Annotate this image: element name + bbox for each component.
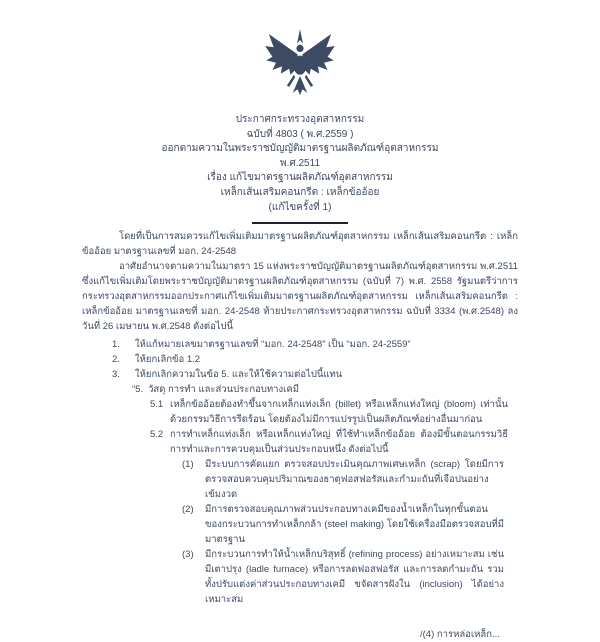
- doc-number: ฉบับที่ 4803 ( พ.ศ.2559 ): [246, 128, 354, 140]
- subclause-text: การทำเหล็กแท่งเล็ก หรือเหล็กแท่งใหญ่ ที่ใช้ทำเหล็กข้ออ้อย ต้องมีขั้นตอนกรรมวิธีการทำและการควบคุมเป็นส่วนประกอบหนึ่ง ดังต่อไปนี้: [170, 429, 508, 456]
- subclause-number: 5.1: [150, 399, 164, 411]
- subitem-number: (3): [182, 549, 194, 561]
- subclause-number: 5.2: [150, 429, 164, 441]
- subitem-text: มีระบบการคัดแยก ตรวจสอบประเมินคุณภาพเศษเหล็ก (scrap) โดยมีการตรวจสอบควบคุมปริมาณของธาตุฟอสฟอรัสและกำมะถันที่เจือปนอย่างเข้มงวด: [205, 459, 504, 501]
- clause-5-subitem: [82, 457, 518, 502]
- list-item-number: 2.: [112, 354, 120, 366]
- subitem-text: มีการตรวจสอบคุณภาพส่วนประกอบทางเคมีของน้ำเหล็กในทุกขั้นตอนของกระบวนการทำเหล็กกล้า (steel making) โดยใช้เครื่องมือตรวจสอบที่มีมาตรฐาน: [205, 504, 504, 546]
- amendment-list-item: [82, 337, 518, 352]
- act-reference: ออกตามความในพระราชบัญญัติมาตรฐานผลิตภัณฑ์อุตสาหกรรม: [161, 143, 439, 155]
- amendment-list: [82, 337, 518, 382]
- document-header: [82, 113, 518, 215]
- clause-5-item: [82, 427, 518, 457]
- clause-5-heading: [82, 382, 518, 397]
- preamble-paragraph: โดยที่เป็นการสมควรแก้ไขเพิ่มเติมมาตรฐานผลิตภัณฑ์อุตสาหกรรม เหล็กเส้นเสริมคอนกรีต : เหล็กข้ออ้อย มาตรฐานเลขที่ มอก. 24-2548: [82, 231, 518, 258]
- list-item-text: ให้ยกเลิกความในข้อ 5. และให้ใช้ความต่อไปนี้แทน: [135, 369, 343, 381]
- list-item-text: ให้ยกเลิกข้อ 1.2: [135, 354, 201, 366]
- doc-title: ประกาศกระทรวงอุตสาหกรรม: [235, 114, 365, 125]
- authority-paragraph: อาศัยอำนาจตามความในมาตรา 15 แห่งพระราชบัญญัติมาตรฐานผลิตภัณฑ์อุตสาหกรรม พ.ศ.2511 ซึ่งแก้ไขเพิ่มเติมโดยพระราชบัญญัติมาตรฐานผลิตภัณฑ์อุตสาหกรรม (ฉบับที่ 7) พ.ศ. 2558 รัฐมนตรีว่าการกระทรวงอุตสาหกรรมออกประกาศแก้ไขเพิ่มเติมมาตรฐานผลิตภัณฑ์อุตสาหกรรม เหล็กเส้นเสริมคอนกรีต : เหล็กข้ออ้อย มาตรฐานเลขที่ มอก. 24-2548 ท้ายประกาศกระทรวงอุตสาหกรรม ฉบับที่ 3334 (พ.ศ.2548) ลงวันที่ 26 เมษายน พ.ศ.2548 ดังต่อไปนี้: [82, 261, 518, 333]
- standard-name: เหล็กเส้นเสริมคอนกรีต : เหล็กข้ออ้อย: [220, 186, 380, 198]
- clause-heading-text: วัสดุ การทำ และส่วนประกอบทางเคมี: [148, 384, 299, 396]
- list-item-number: 1.: [112, 339, 120, 351]
- subclause-text: เหล็กข้ออ้อยต้องทำขึ้นจากเหล็กแท่งเล็ก (billet) หรือเหล็กแท่งใหญ่ (bloom) เท่านั้น ด้วยกรรมวิธีการรีดร้อน โดยต้องไม่มีการแปรรูปเป็นผลิตภัณฑ์อย่างอื่นมาก่อน: [170, 399, 508, 426]
- subject-line: เรื่อง แก้ไขมาตรฐานผลิตภัณฑ์อุตสาหกรรม: [207, 172, 393, 184]
- act-year: พ.ศ.2511: [280, 157, 320, 169]
- amendment-note: (แก้ไขครั้งที่ 1): [268, 201, 332, 213]
- subitem-text: มีกระบวนการทำให้น้ำเหล็กบริสุทธิ์ (refining process) อย่างเหมาะสม เช่น มีเตาปรุง (ladle furnace) หรือการลดฟอสฟอรัส และการลดกำมะถัน รวมทั้งปรับแต่งค่าส่วนประกอบทางเคมี ขจัดสารฝังใน (inclusion) ได้อย่างเหมาะสม: [205, 549, 504, 606]
- clause-5-item: [82, 397, 518, 427]
- list-item-number: 3.: [112, 369, 120, 381]
- clause-5-subitem: [82, 502, 518, 547]
- clause-5-subitem: [82, 547, 518, 607]
- amendment-list-item: [82, 367, 518, 382]
- subitem-number: (2): [182, 504, 194, 516]
- clause-number: “5.: [132, 384, 144, 396]
- emblem-container: [82, 28, 518, 110]
- header-divider: [252, 222, 348, 224]
- list-item-text: ให้แก้หมายเลขมาตรฐานเลขที่ “มอก. 24-2548” เป็น “มอก. 24-2559”: [135, 339, 411, 351]
- subitem-number: (1): [182, 459, 194, 471]
- continuation-note: /(4) การหล่อเหล็ก...: [420, 629, 500, 641]
- garuda-emblem-icon: [264, 28, 336, 106]
- amendment-list-item: [82, 352, 518, 367]
